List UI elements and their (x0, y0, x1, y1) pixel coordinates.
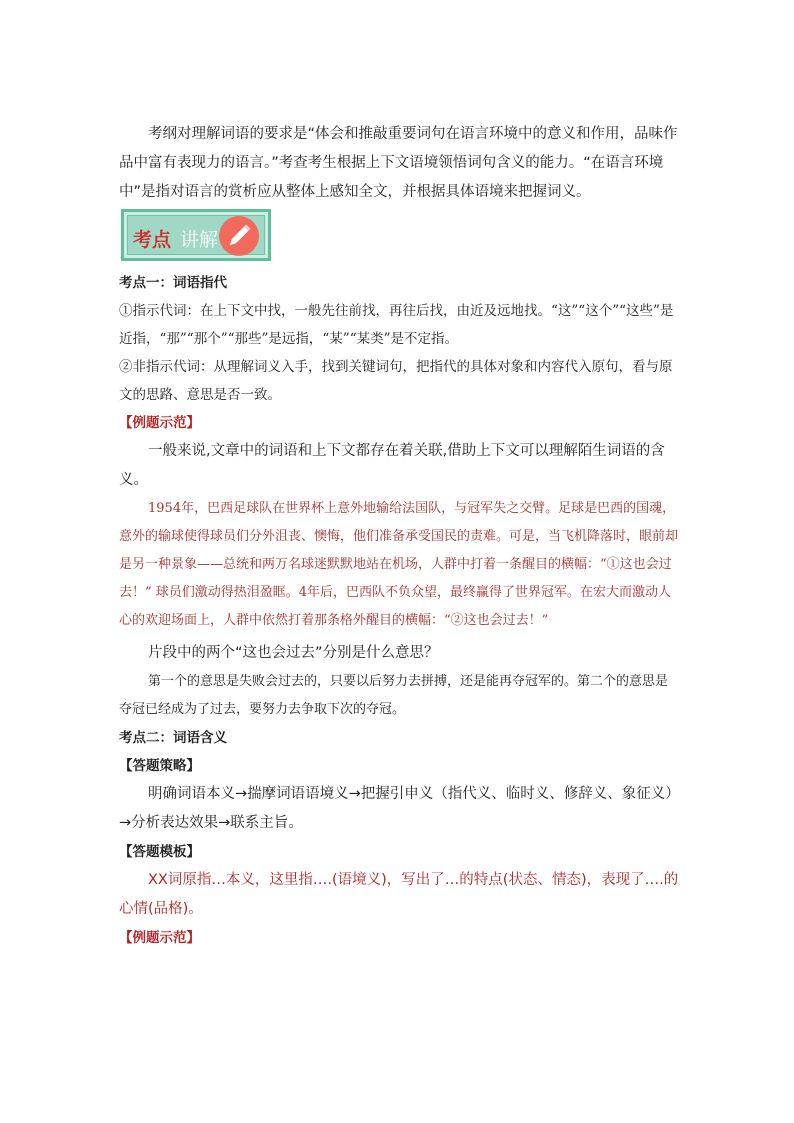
strategy-text: 明确词语本义→揣摩词语语境义→把握引申义（指代义、临时义、修辞义、象征义）→分析表达效果→联系主旨。 (119, 786, 673, 831)
example-intro: 一般来说,文章中的词语和上下文都存在着关联,借助上下文可以理解陌生词语的含义。 (119, 443, 665, 488)
document-page (119, 120, 679, 952)
template-label: 【答题模板】 (119, 844, 200, 860)
example-label-2: 【例题示范】 (119, 930, 200, 946)
banner-text-red: 考点 (133, 229, 172, 251)
example-answer: 第一个的意思是失败会过去的，只要以后努力去拼搏，还是能再夺冠军的。第二个的意思是夺冠已经成为了过去，要努力去争取下次的夺冠。 (119, 674, 669, 717)
point1-item2: ②非指示代词：从理解词义入手，找到关键词句，把指代的具体对象和内容代入原句，看与原文的思路、意思是否一致。 (119, 359, 673, 403)
template-text: XX词原指…本义，这里指….(语境义)，写出了…的特点(状态、情态)，表现了….的心情(品格)。 (119, 872, 679, 917)
intro-paragraph: 考纲对理解词语的要求是“体会和推敲重要词句在语言环境中的意义和作用，品味作品中富有表现力的语言。”考查考生根据上下文语境领悟词句含义的能力。“在语言环境中”是指对语言的赏析应从整体上感知全文，并根据具体语境来把握词义。 (119, 126, 678, 200)
point1-title: 考点一：词语指代 (119, 275, 227, 291)
point1-item1: ①指示代词：在上下文中找，一般先往前找，再往后找，由近及远地找。“这”“这个”“这些”是近指，“那”“那个”“那些”是远指，“某”“某类”是不定指。 (119, 303, 674, 347)
example-question: 片段中的两个“这也会过去”分别是什么意思？ (148, 645, 439, 661)
point2-title: 考点二：词语含义 (119, 730, 227, 746)
banner-text-white: 讲解 (180, 229, 219, 251)
strategy-label: 【答题策略】 (119, 758, 200, 774)
example-label-1: 【例题示范】 (119, 415, 200, 431)
example-passage: 1954年，巴西足球队在世界杯上意外地输给法国队，与冠军失之交臂。足球是巴西的国魂，意外的输球使得球员们分外沮丧、懊悔，他们准备承受国民的责难。可是，当飞机降落时，眼前却是另一种景象——总统和两万名球迷默默地站在机场，人群中打着一条醒目的横幅：“①这也会过去！” 球员们激动得热泪盈眶。4年后，巴西队不负众望，最终赢得了世界冠军。在宏大而激动人心的欢迎场面上，人群中依然打着那条格外醒目的横幅：“②这也会过去！” (119, 501, 679, 628)
pencil-icon (219, 216, 259, 256)
section-banner (121, 209, 271, 261)
